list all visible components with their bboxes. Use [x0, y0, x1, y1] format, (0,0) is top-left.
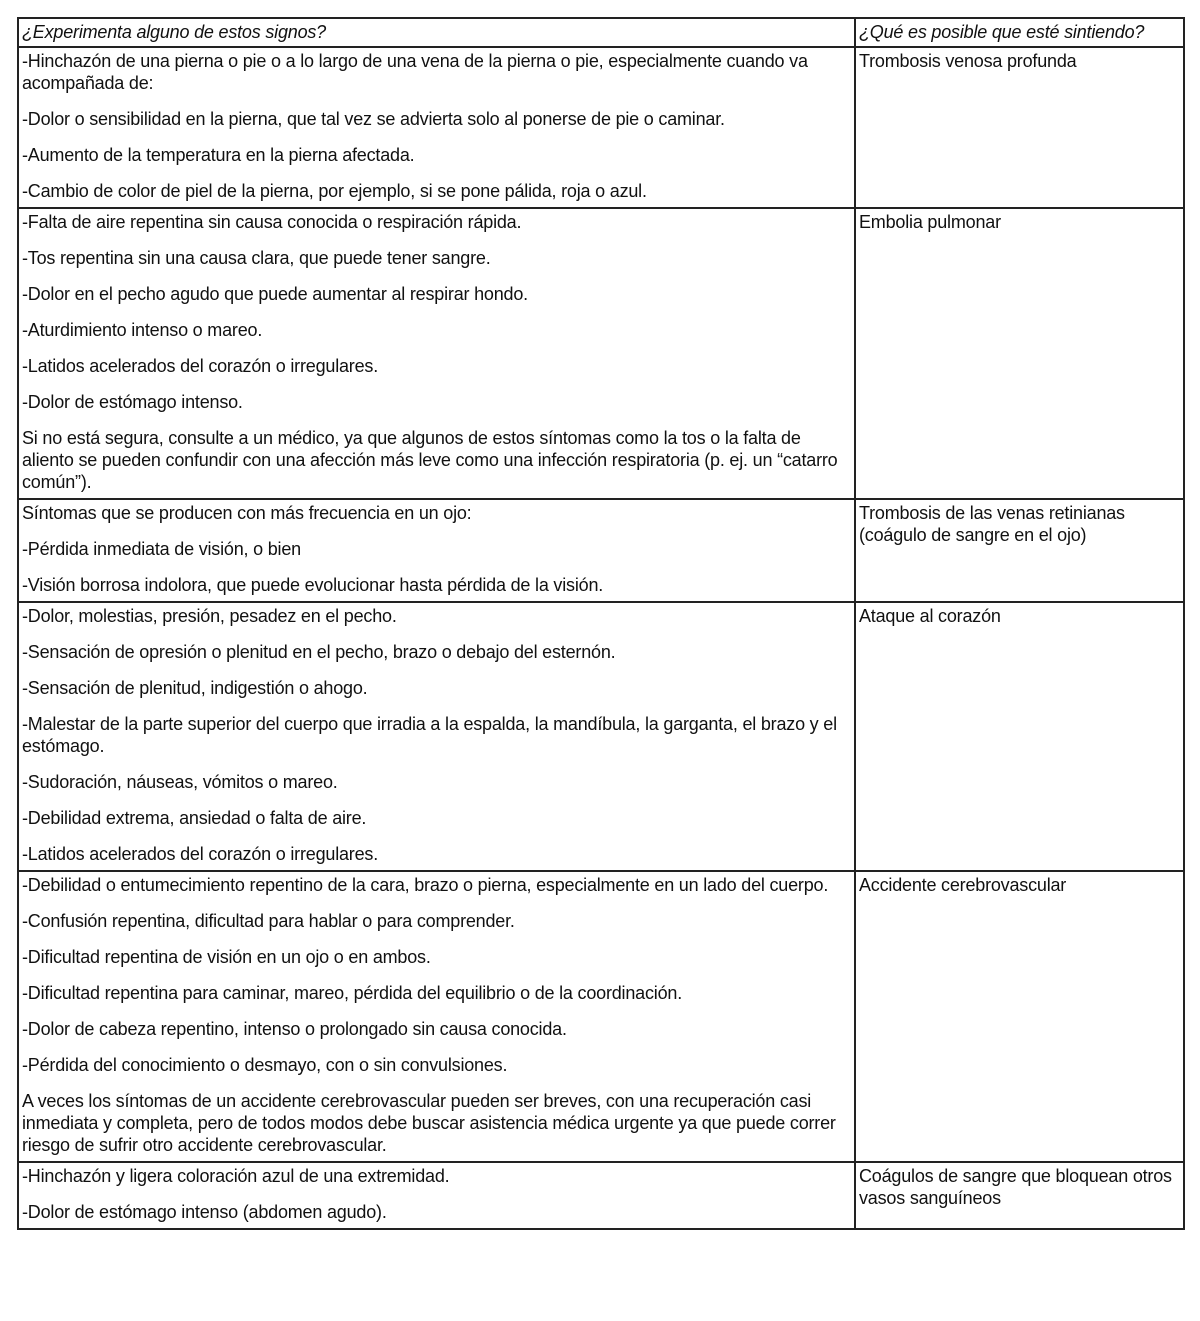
condition-cell: [855, 499, 1184, 602]
table-row: [18, 499, 1184, 602]
sign-text: -Dolor o sensibilidad en la pierna, que tal vez se advierta solo al ponerse de pie o caminar.: [22, 109, 725, 129]
sign-text: -Aumento de la temperatura en la pierna afectada.: [22, 145, 415, 165]
table-row: [18, 47, 1184, 208]
sign-text: -Debilidad o entumecimiento repentino de la cara, brazo o pierna, especialmente en un lado del cuerpo.: [22, 875, 829, 895]
symptoms-table: [17, 17, 1185, 1230]
sign-text: -Visión borrosa indolora, que puede evolucionar hasta pérdida de la visión.: [22, 575, 604, 595]
signs-cell: [18, 602, 855, 871]
condition-text: Ataque al corazón: [859, 606, 1001, 626]
sign-text: -Sudoración, náuseas, vómitos o mareo.: [22, 772, 338, 792]
signs-cell: [18, 208, 855, 499]
condition-cell: [855, 208, 1184, 499]
table-header-row: [18, 18, 1184, 47]
sign-text: -Aturdimiento intenso o mareo.: [22, 320, 263, 340]
sign-text: -Dolor de estómago intenso (abdomen agudo).: [22, 1202, 387, 1222]
sign-text: -Dificultad repentina para caminar, mareo, pérdida del equilibrio o de la coordinación.: [22, 983, 682, 1003]
sign-text: -Debilidad extrema, ansiedad o falta de aire.: [22, 808, 367, 828]
header-signs: ¿Experimenta alguno de estos signos?: [18, 18, 855, 47]
condition-text: Embolia pulmonar: [859, 212, 1001, 232]
sign-text: -Latidos acelerados del corazón o irregulares.: [22, 844, 379, 864]
condition-text: Trombosis de las venas retinianas (coágulo de sangre en el ojo): [859, 503, 1125, 545]
sign-text: -Dificultad repentina de visión en un ojo o en ambos.: [22, 947, 431, 967]
sign-text: -Dolor en el pecho agudo que puede aumentar al respirar hondo.: [22, 284, 528, 304]
sign-text: -Pérdida del conocimiento o desmayo, con o sin convulsiones.: [22, 1055, 508, 1075]
condition-text: Coágulos de sangre que bloquean otros vasos sanguíneos: [859, 1166, 1172, 1208]
condition-cell: [855, 47, 1184, 208]
condition-cell: [855, 602, 1184, 871]
sign-text: -Cambio de color de piel de la pierna, por ejemplo, si se pone pálida, roja o azul.: [22, 181, 647, 201]
sign-text: -Hinchazón de una pierna o pie o a lo largo de una vena de la pierna o pie, especialmente cuando va acompañada de:: [22, 51, 808, 93]
sign-text: -Sensación de opresión o plenitud en el pecho, brazo o debajo del esternón.: [22, 642, 616, 662]
signs-cell: [18, 871, 855, 1162]
sign-text: -Sensación de plenitud, indigestión o ahogo.: [22, 678, 368, 698]
sign-text: -Hinchazón y ligera coloración azul de una extremidad.: [22, 1166, 450, 1186]
sign-text: Síntomas que se producen con más frecuencia en un ojo:: [22, 503, 472, 523]
table-row: [18, 208, 1184, 499]
sign-text: -Dolor de cabeza repentino, intenso o prolongado sin causa conocida.: [22, 1019, 567, 1039]
table-row: [18, 871, 1184, 1162]
signs-cell: [18, 1162, 855, 1229]
sign-text: -Latidos acelerados del corazón o irregulares.: [22, 356, 379, 376]
signs-cell: [18, 499, 855, 602]
table-row: [18, 602, 1184, 871]
sign-text: -Falta de aire repentina sin causa conocida o respiración rápida.: [22, 212, 522, 232]
header-condition: ¿Qué es posible que esté sintiendo?: [855, 18, 1184, 47]
sign-text: -Confusión repentina, dificultad para hablar o para comprender.: [22, 911, 515, 931]
condition-text: Accidente cerebrovascular: [859, 875, 1067, 895]
sign-text: -Tos repentina sin una causa clara, que puede tener sangre.: [22, 248, 491, 268]
note-text: A veces los síntomas de un accidente cerebrovascular pueden ser breves, con una recuperación casi inmediata y completa, pero de todos modos debe buscar asistencia médica urgente ya que puede correr riesgo de sufrir otro accidente cerebrovascular.: [22, 1091, 836, 1155]
sign-text: -Dolor, molestias, presión, pesadez en el pecho.: [22, 606, 397, 626]
signs-cell: [18, 47, 855, 208]
condition-cell: [855, 871, 1184, 1162]
condition-cell: [855, 1162, 1184, 1229]
table-row: [18, 1162, 1184, 1229]
note-text: Si no está segura, consulte a un médico, ya que algunos de estos síntomas como la tos o la falta de aliento se pueden confundir con una afección más leve como una infección respiratoria (p. ej. un “catarro común”).: [22, 428, 838, 492]
sign-text: -Malestar de la parte superior del cuerpo que irradia a la espalda, la mandíbula, la garganta, el brazo y el estómago.: [22, 714, 837, 756]
sign-text: -Pérdida inmediata de visión, o bien: [22, 539, 301, 559]
sign-text: -Dolor de estómago intenso.: [22, 392, 243, 412]
condition-text: Trombosis venosa profunda: [859, 51, 1077, 71]
